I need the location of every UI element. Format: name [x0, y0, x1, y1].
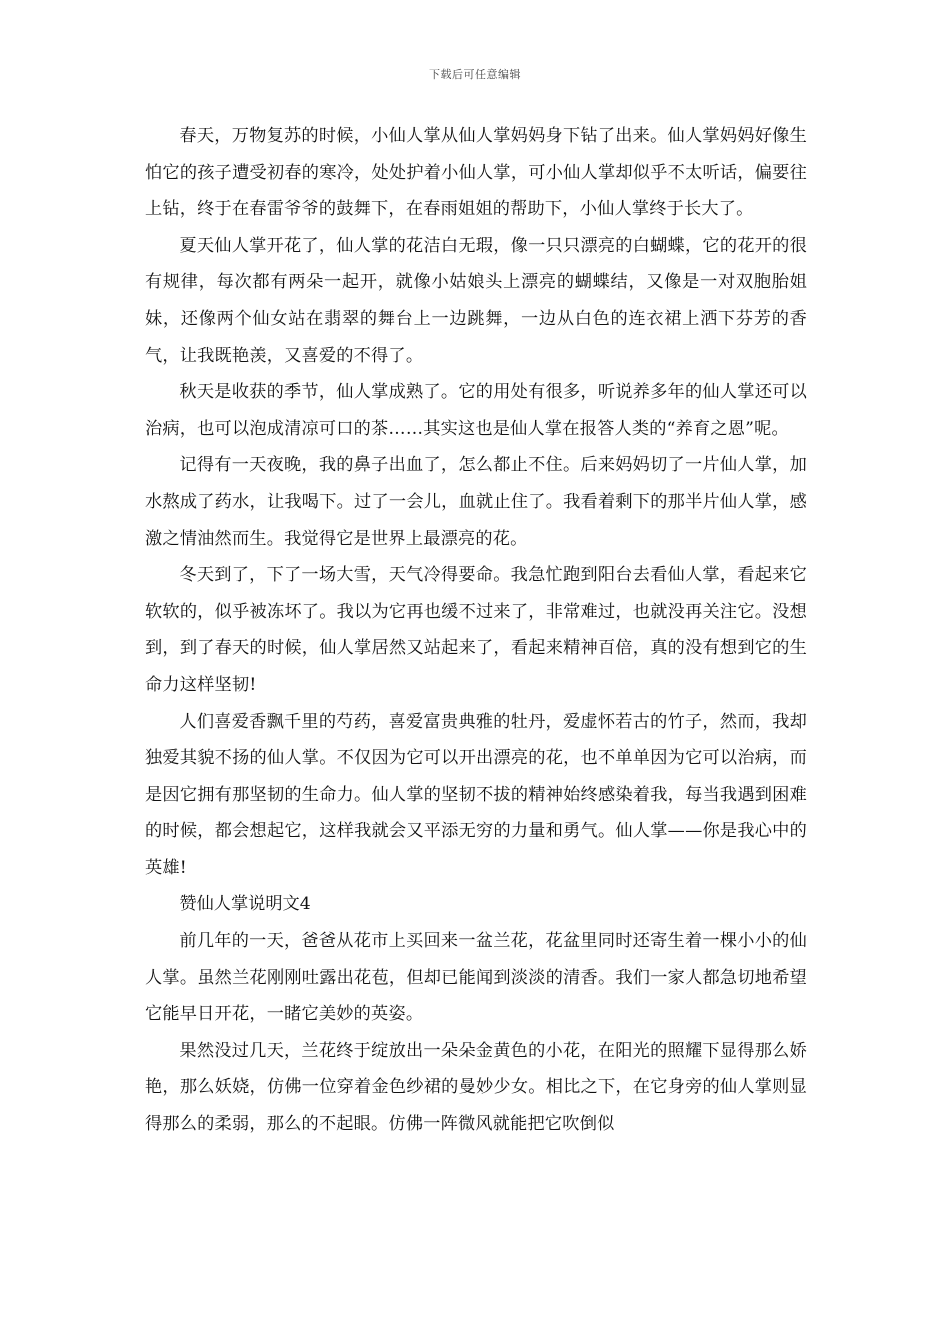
paragraph-autumn: 秋天是收获的季节，仙人掌成熟了。它的用处有很多，听说养多年的仙人掌还可以治病，也可以泡成清凉可口的茶……其实这也是仙人掌在报答人类的“养育之恩”呢。	[145, 382, 807, 439]
paragraph-spring: 春天，万物复苏的时候，小仙人掌从仙人掌妈妈身下钻了出来。仙人掌妈妈好像生怕它的孩子遭受初春的寒冷，处处护着小仙人掌，可小仙人掌却似乎不太听话，偏要往上钻，终于在春雷爷爷的鼓舞下，在春雨姐姐的帮助下，小仙人掌终于长大了。	[145, 126, 807, 220]
paragraph-nosebleed: 记得有一天夜晚，我的鼻子出血了，怎么都止不住。后来妈妈切了一片仙人掌，加水熬成了药水，让我喝下。过了一会儿，血就止住了。我看着剩下的那半片仙人掌，感激之情油然而生。我觉得它是世界上最漂亮的花。	[145, 455, 807, 549]
paragraph-winter: 冬天到了，下了一场大雪，天气冷得要命。我急忙跑到阳台去看仙人掌，看起来它软软的，似乎被冻坏了。我以为它再也缓不过来了，非常难过，也就没再关注它。没想到，到了春天的时候，仙人掌居然又站起来了，看起来精神百倍，真的没有想到它的生命力这样坚韧!	[145, 565, 807, 695]
paragraph-bloom: 果然没过几天，兰花终于绽放出一朵朵金黄色的小花，在阳光的照耀下显得那么娇艳，那么妖娆，仿佛一位穿着金色纱裙的曼妙少女。相比之下，在它身旁的仙人掌则显得那么的柔弱，那么的不起眼。仿佛一阵微风就能把它吹倒似	[145, 1040, 807, 1135]
section-heading: 赞仙人掌说明文4	[179, 894, 311, 915]
paragraph-conclusion: 人们喜爱香飘千里的芍药，喜爱富贵典雅的牡丹，爱虚怀若古的竹子，然而，我却独爱其貌不扬的仙人掌。不仅因为它可以开出漂亮的花，也不单单因为它可以治病，而是因它拥有那坚韧的生命力。仙人掌的坚韧不拔的精神始终感染着我，每当我遇到困难的时候，都会想起它，这样我就会又平添无穷的力量和勇气。仙人掌——你是我心中的英雄!	[145, 711, 807, 878]
page-header: 下载后可任意编辑	[429, 68, 521, 81]
document-body	[145, 118, 807, 1143]
paragraph-orchid: 前几年的一天，爸爸从花市上买回来一盆兰花，花盆里同时还寄生着一棵小小的仙人掌。虽然兰花刚刚吐露出花苞，但却已能闻到淡淡的清香。我们一家人都急切地希望它能早日开花，一睹它美妙的英姿。	[145, 931, 807, 1025]
paragraph-summer: 夏天仙人掌开花了，仙人掌的花洁白无瑕，像一只只漂亮的白蝴蝶，它的花开的很有规律，每次都有两朵一起开，就像小姑娘头上漂亮的蝴蝶结，又像是一对双胞胎姐妹，还像两个仙女站在翡翠的舞台上一边跳舞，一边从白色的连衣裙上洒下芬芳的香气，让我既艳羡，又喜爱的不得了。	[145, 235, 807, 366]
